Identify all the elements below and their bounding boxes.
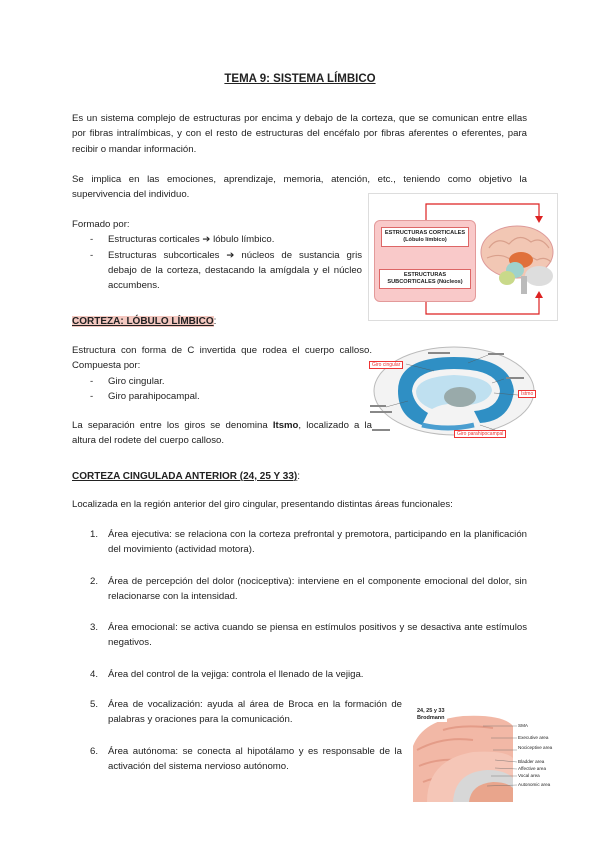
area-text: Área del control de la vejiga: controla el llenado de la vejiga.	[108, 668, 364, 680]
area-item	[72, 697, 402, 728]
brodmann-label: Vocal area	[518, 773, 540, 778]
corteza-heading-wrap	[72, 311, 216, 329]
itsmo-term: Itsmo	[272, 420, 299, 431]
area-number: 2.	[90, 575, 99, 587]
itsmo-paragraph	[72, 418, 372, 449]
area-item	[72, 744, 402, 775]
itsmo-label: Istmo	[518, 390, 536, 398]
limbic-lobe-figure	[368, 343, 556, 439]
function-paragraph: Se implica en las emociones, aprendizaje, memoria, atención, etc., teniendo como objetivo la supervivencia del individuo.	[72, 174, 527, 201]
cingular-label: Giro cingular	[369, 361, 403, 369]
area-text: Área emocional: se activa cuando se piensa en estímulos positivos y se desactiva ante estímulos negativos.	[108, 622, 527, 649]
area-number: 5.	[90, 699, 99, 710]
brodmann-label: Affective area	[518, 766, 547, 771]
brodmann-label: Bladder area	[518, 759, 545, 764]
itsmo-post: , localizado a la altura del rodete del cuerpo calloso.	[72, 420, 372, 447]
intro-paragraph: Es un sistema complejo de estructuras por encima y debajo de la corteza, que se comunican entre ellas por fibras intralímbicas, y con el resto de estructuras del encéfalo por fibras aferentes o eferentes, para recibir o mandar información.	[72, 113, 527, 155]
brodmann-label: Nociceptive area	[518, 745, 553, 750]
itsmo-pre: La separación entre los giros se denomina	[72, 420, 273, 431]
formado-section	[72, 217, 362, 293]
formado-item: - Estructuras corticales ➔ lóbulo límbico.	[72, 232, 362, 247]
area-number: 1.	[90, 529, 99, 540]
cortical-structures-box: ESTRUCTURAS CORTICALES (Lóbulo límbico)	[381, 227, 469, 247]
area-text: Área de vocalización: ayuda al área de Broca en la formación de palabras y oraciones para la comunicación.	[108, 699, 402, 726]
cingulada-heading-colon: :	[297, 471, 301, 482]
parahipocampal-label: Giro parahipocampal	[454, 430, 506, 438]
cingulada-list-bottom	[72, 697, 402, 790]
formado-lead: Formado por:	[72, 219, 130, 230]
area-number: 3.	[90, 622, 99, 634]
limbic-structures-figure	[368, 193, 558, 321]
corteza-item: - Giro parahipocampal.	[72, 389, 372, 404]
brodmann-title-line1: 24, 25 y 33	[417, 708, 445, 714]
area-item	[72, 667, 527, 682]
page-title: TEMA 9: SISTEMA LÍMBICO	[224, 73, 376, 85]
brodmann-label: SMA	[518, 723, 528, 728]
subcortical-structures-box: ESTRUCTURAS SUBCORTICALES (Núcleos)	[379, 269, 471, 289]
area-text: Área ejecutiva: se relaciona con la corteza prefrontal y premotora, participando en la planificación del movimiento (actividad motora).	[108, 529, 527, 556]
formado-item: - Estructuras subcorticales ➔ núcleos de sustancia gris debajo de la corteza, destacando la amígdala y el núcleo accumbens.	[72, 248, 362, 294]
cingulada-heading-wrap	[72, 466, 300, 484]
brodmann-title-line2: Brodmann	[417, 714, 445, 721]
cingulada-list-top	[72, 527, 527, 698]
brodmann-label: Executive area	[518, 735, 549, 740]
corteza-heading: CORTEZA: LÓBULO LÍMBICO	[72, 316, 214, 327]
area-item	[72, 574, 527, 605]
brain-illustration	[477, 216, 557, 296]
corteza-item: - Giro cingular.	[72, 374, 372, 389]
brodmann-title	[415, 707, 447, 722]
brodmann-figure	[413, 706, 555, 802]
area-text: Área de percepción del dolor (nociceptiva): interviene en el componente emocional del dolor, sin relacionarse con la intensidad.	[108, 575, 527, 602]
corteza-section	[72, 343, 372, 404]
area-number: 4.	[90, 668, 99, 680]
corteza-heading-colon: :	[213, 316, 217, 327]
area-number: 6.	[90, 745, 99, 757]
cingulada-heading: CORTEZA CINGULADA ANTERIOR (24, 25 Y 33)	[72, 471, 298, 482]
area-text: Área autónoma: se conecta al hipotálamo y es responsable de la activación del sistema nervioso autónomo.	[108, 745, 402, 772]
brodmann-label: Autonomic area	[518, 782, 551, 787]
corteza-description: Estructura con forma de C invertida que rodea el cuerpo calloso. Compuesta por:	[72, 345, 372, 372]
area-item	[72, 527, 527, 558]
cingulada-lead: Localizada en la región anterior del giro cingular, presentando distintas áreas funcionales:	[72, 499, 453, 510]
area-item	[72, 620, 527, 651]
